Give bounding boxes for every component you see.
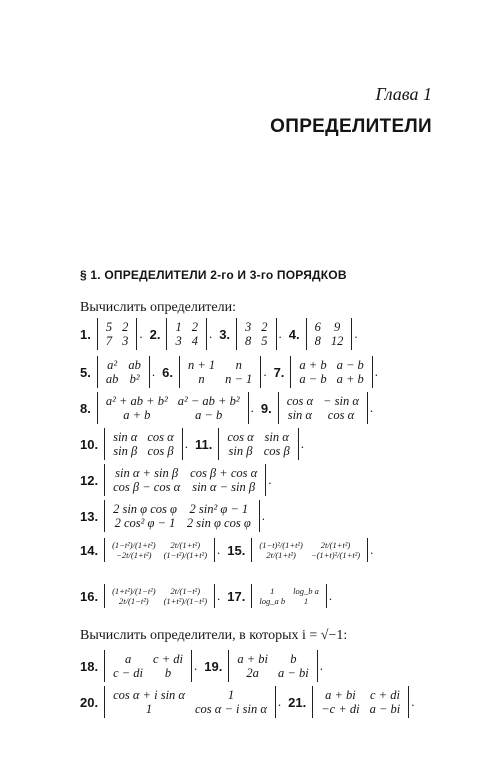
matrix-entry: 1 bbox=[227, 688, 235, 702]
matrix-entry: 3 bbox=[175, 334, 182, 348]
matrix-entry: (1+t²)/(1−t²) bbox=[112, 586, 156, 596]
matrix-entry: 1 bbox=[270, 586, 275, 596]
matrix-entry: sin α bbox=[264, 430, 289, 444]
matrix-entry: 1 bbox=[303, 596, 309, 606]
problem-number: 2. bbox=[149, 326, 161, 342]
determinant bbox=[104, 584, 215, 608]
problem-item bbox=[80, 686, 281, 718]
matrix-entry: 8 bbox=[245, 334, 252, 348]
matrix-entry: b² bbox=[129, 372, 140, 386]
matrix-entry: c − di bbox=[113, 666, 144, 680]
matrix-entry: n − 1 bbox=[225, 372, 253, 386]
problem-period: . bbox=[217, 588, 221, 603]
determinant bbox=[218, 428, 298, 460]
matrix-entry: 6 bbox=[314, 320, 321, 334]
problem-number: 14. bbox=[80, 542, 99, 558]
matrix-entry: sin α bbox=[113, 430, 138, 444]
problem-period: . bbox=[261, 508, 266, 523]
problem-number: 10. bbox=[80, 436, 99, 452]
problem-period: . bbox=[369, 400, 374, 415]
matrix-entry: 3 bbox=[245, 320, 252, 334]
problem-item bbox=[227, 584, 332, 608]
matrix-entry: 1 bbox=[175, 320, 182, 334]
problem-number: 16. bbox=[80, 588, 99, 604]
determinant bbox=[312, 686, 409, 718]
problem-period: . bbox=[250, 400, 254, 415]
matrix-entry: b bbox=[290, 652, 297, 666]
matrix-entry: 2 sin φ cos φ bbox=[113, 502, 177, 516]
problem-line bbox=[80, 686, 422, 718]
problem-item bbox=[80, 584, 220, 608]
matrix-entry: n bbox=[198, 372, 205, 386]
problem-period: . bbox=[328, 588, 333, 603]
problem-item bbox=[162, 356, 266, 388]
matrix-entry: 2a bbox=[246, 666, 259, 680]
problem-number: 11. bbox=[194, 436, 213, 452]
problem-number: 12. bbox=[80, 472, 99, 488]
matrix-entry: 2 sin φ cos φ bbox=[186, 516, 251, 530]
matrix-entry: 5 bbox=[105, 320, 113, 334]
matrix-entry: a − b bbox=[299, 372, 327, 386]
problem-period: . bbox=[411, 694, 415, 709]
matrix-entry: sin α bbox=[287, 408, 312, 422]
problem-number: 7. bbox=[273, 364, 285, 380]
problem-item bbox=[80, 356, 155, 388]
problem-number: 20. bbox=[80, 694, 99, 710]
problem-item bbox=[80, 464, 271, 496]
matrix-entry: sin β bbox=[113, 444, 138, 458]
chapter-title: ОПРЕДЕЛИТЕЛИ bbox=[270, 116, 432, 137]
problem-number: 9. bbox=[260, 400, 272, 416]
problem-item bbox=[289, 318, 358, 350]
matrix-entry: 2t/(1+t²) bbox=[266, 550, 296, 560]
problem-period: . bbox=[268, 472, 272, 487]
matrix-entry: 5 bbox=[261, 334, 268, 348]
problem-line bbox=[80, 584, 339, 608]
matrix-entry: a + b bbox=[299, 358, 327, 372]
problem-period: . bbox=[217, 542, 221, 557]
problem-period: . bbox=[370, 542, 374, 557]
matrix-entry: 2t/(1−t²) bbox=[119, 596, 149, 606]
determinant bbox=[251, 538, 368, 562]
matrix-entry: sin β bbox=[228, 444, 253, 458]
determinant bbox=[290, 356, 372, 388]
determinant bbox=[306, 318, 353, 350]
problem-item bbox=[288, 686, 414, 718]
problem-number: 15. bbox=[227, 542, 246, 558]
matrix-entry: 2 sin² φ − 1 bbox=[189, 502, 249, 516]
matrix-entry: cos α bbox=[286, 394, 314, 408]
problem-line bbox=[80, 356, 385, 388]
determinant bbox=[104, 686, 276, 718]
problem-item bbox=[274, 356, 378, 388]
matrix-entry: n bbox=[235, 358, 242, 372]
problem-line bbox=[80, 318, 365, 350]
matrix-entry: a bbox=[124, 652, 132, 666]
matrix-entry: 1 bbox=[145, 702, 153, 716]
matrix-entry: a + b bbox=[336, 372, 364, 386]
matrix-entry: a + b bbox=[123, 408, 151, 422]
determinant bbox=[228, 650, 317, 682]
problem-item bbox=[80, 428, 188, 460]
problem-item bbox=[219, 318, 282, 350]
matrix-entry: a − bi bbox=[369, 702, 401, 716]
problem-period: . bbox=[319, 658, 323, 673]
matrix-entry: cos β − cos α bbox=[113, 480, 181, 494]
determinant bbox=[104, 428, 183, 460]
problem-period: . bbox=[354, 326, 358, 341]
matrix-entry: cos α bbox=[327, 408, 355, 422]
problem-item bbox=[227, 538, 373, 562]
problem-item bbox=[80, 318, 143, 350]
matrix-entry: log_a b bbox=[259, 596, 286, 606]
matrix-entry: 2 bbox=[122, 320, 129, 334]
intro-text-complex: Вычислить определители, в которых i = √−1: bbox=[80, 628, 348, 643]
problem-item bbox=[80, 538, 220, 562]
intro-text: Вычислить определители: bbox=[80, 300, 237, 315]
matrix-entry: −2t/(1+t²) bbox=[116, 550, 152, 560]
problem-line bbox=[80, 538, 380, 562]
matrix-entry: ab bbox=[128, 358, 141, 372]
problem-line bbox=[80, 428, 311, 460]
matrix-entry: 2t/(1+t²) bbox=[170, 540, 201, 550]
chapter-label: Глава 1 bbox=[375, 84, 432, 104]
matrix-entry: a − bi bbox=[278, 666, 309, 680]
problem-item bbox=[150, 318, 213, 350]
determinant bbox=[179, 356, 261, 388]
matrix-entry: 8 bbox=[314, 334, 321, 348]
problem-period: . bbox=[208, 326, 213, 341]
matrix-entry: b bbox=[164, 666, 172, 680]
matrix-entry: a + bi bbox=[237, 652, 269, 666]
problem-number: 18. bbox=[80, 658, 99, 674]
matrix-entry: (1−t)²/(1+t²) bbox=[259, 540, 303, 550]
matrix-entry: cos β + cos α bbox=[190, 466, 258, 480]
problem-item bbox=[204, 650, 323, 682]
matrix-entry: cos β bbox=[147, 444, 174, 458]
problem-period: . bbox=[277, 694, 282, 709]
problem-period: . bbox=[300, 436, 304, 451]
determinant bbox=[104, 650, 192, 682]
problem-number: 19. bbox=[204, 658, 223, 674]
matrix-entry: 2 cos² φ − 1 bbox=[114, 516, 176, 530]
problem-number: 3. bbox=[219, 326, 231, 342]
problem-period: . bbox=[184, 436, 188, 451]
matrix-entry: 2t/(1+t²) bbox=[320, 540, 351, 550]
matrix-entry: cos α bbox=[227, 430, 254, 444]
matrix-entry: cos α + i sin α bbox=[113, 688, 185, 702]
matrix-entry: (1−t²)/(1+t²) bbox=[163, 550, 208, 560]
matrix-entry: 2 bbox=[191, 320, 198, 334]
problem-period: . bbox=[139, 326, 143, 341]
matrix-entry: a² + ab + b² bbox=[105, 394, 168, 408]
determinant bbox=[104, 500, 260, 532]
matrix-entry: (1+t²)/(1−t²) bbox=[163, 596, 208, 606]
matrix-entry: 4 bbox=[191, 334, 198, 348]
problem-number: 6. bbox=[162, 364, 173, 380]
problem-period: . bbox=[194, 658, 198, 673]
matrix-entry: 9 bbox=[334, 320, 341, 334]
matrix-entry: log_b a bbox=[293, 586, 319, 596]
matrix-entry: 3 bbox=[122, 334, 129, 348]
matrix-entry: cos α − i sin α bbox=[194, 702, 267, 716]
matrix-entry: 12 bbox=[330, 334, 344, 348]
matrix-entry: ab bbox=[105, 372, 119, 386]
matrix-entry: sin α − sin β bbox=[192, 480, 256, 494]
problem-period: . bbox=[151, 364, 156, 379]
matrix-entry: 2t/(1−t²) bbox=[170, 586, 201, 596]
matrix-entry: 2 bbox=[261, 320, 268, 334]
determinant bbox=[97, 356, 150, 388]
matrix-entry: a + bi bbox=[325, 688, 356, 702]
matrix-entry: − sin α bbox=[323, 394, 359, 408]
problem-item bbox=[80, 500, 265, 532]
section-heading: § 1. ОПРЕДЕЛИТЕЛИ 2-го И 3-го ПОРЯДКОВ bbox=[80, 268, 347, 282]
matrix-entry: 7 bbox=[105, 334, 113, 348]
determinant bbox=[104, 538, 215, 562]
determinant bbox=[278, 392, 368, 424]
problem-item bbox=[261, 392, 373, 424]
problem-number: 21. bbox=[288, 694, 307, 710]
problem-number: 8. bbox=[80, 400, 91, 416]
problem-item bbox=[195, 428, 304, 460]
problem-item bbox=[80, 650, 197, 682]
problem-line bbox=[80, 464, 278, 496]
problem-number: 4. bbox=[288, 326, 300, 342]
problem-period: . bbox=[263, 364, 267, 379]
problem-period: . bbox=[374, 364, 379, 379]
problem-item bbox=[80, 392, 254, 424]
matrix-entry: sin α + sin β bbox=[115, 466, 179, 480]
problem-line bbox=[80, 392, 380, 424]
matrix-entry: c + di bbox=[369, 688, 400, 702]
problem-line bbox=[80, 500, 272, 532]
determinant bbox=[104, 464, 266, 496]
matrix-entry: −(1+t)²/(1+t²) bbox=[310, 550, 361, 560]
matrix-entry: (1−t²)/(1+t²) bbox=[112, 540, 156, 550]
matrix-entry: cos α bbox=[147, 430, 174, 444]
matrix-entry: cos β bbox=[263, 444, 290, 458]
matrix-entry: a − b bbox=[336, 358, 364, 372]
determinant bbox=[166, 318, 207, 350]
problem-number: 5. bbox=[80, 364, 91, 380]
problem-number: 1. bbox=[80, 326, 91, 342]
determinant bbox=[251, 584, 327, 608]
matrix-entry: a − b bbox=[195, 408, 223, 422]
matrix-entry: a² − ab + b² bbox=[177, 394, 240, 408]
determinant bbox=[236, 318, 277, 350]
problem-number: 13. bbox=[80, 508, 99, 524]
determinant bbox=[97, 318, 138, 350]
matrix-entry: a² bbox=[107, 358, 118, 372]
matrix-entry: c + di bbox=[153, 652, 184, 666]
matrix-entry: n + 1 bbox=[187, 358, 216, 372]
problem-number: 17. bbox=[227, 588, 246, 604]
problem-period: . bbox=[278, 326, 282, 341]
determinant bbox=[97, 392, 249, 424]
matrix-entry: −c + di bbox=[321, 702, 360, 716]
problem-line bbox=[80, 650, 330, 682]
